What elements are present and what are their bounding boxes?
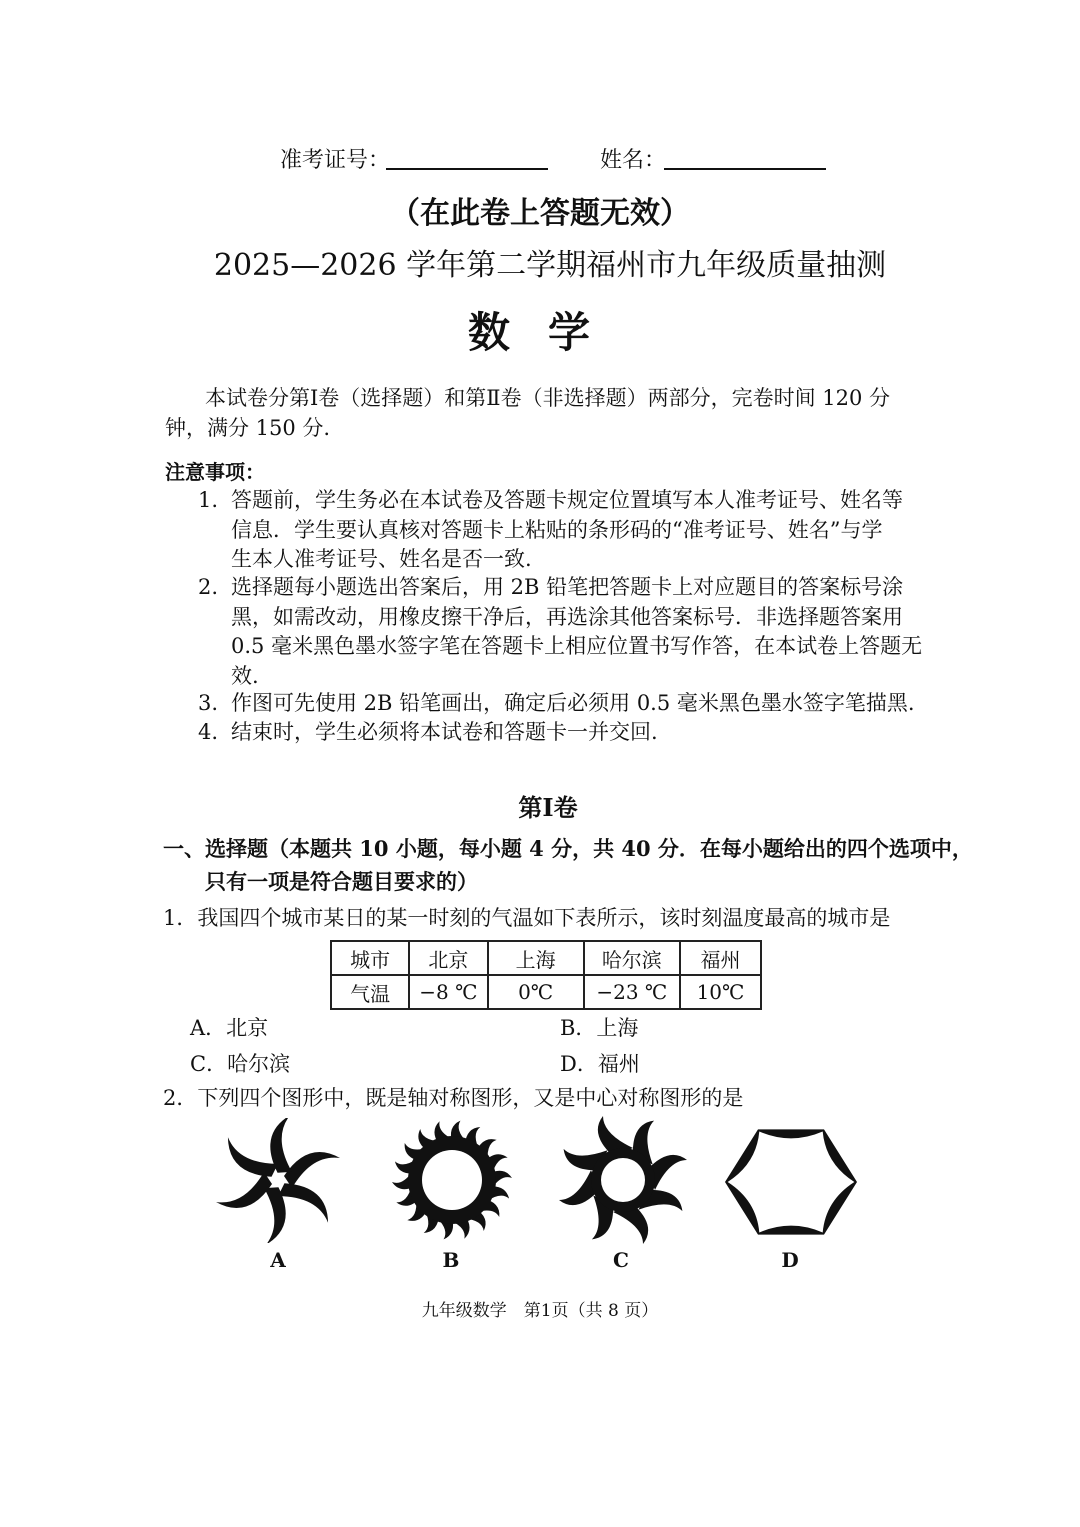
table-cell: 气温 bbox=[331, 975, 409, 1009]
table-cell: 福州 bbox=[680, 941, 761, 975]
hexagon-shape bbox=[725, 1129, 857, 1234]
exam-title: 2025—2026 学年第二学期福州市九年级质量抽测 bbox=[213, 248, 887, 283]
figure-c-bladed-ring bbox=[552, 1115, 694, 1245]
table-cell: 北京 bbox=[409, 941, 487, 975]
notice-item-number: 3. bbox=[198, 691, 219, 715]
pinwheel-blade bbox=[216, 1172, 272, 1208]
ring-hole bbox=[422, 1150, 482, 1210]
name-blank bbox=[664, 166, 826, 170]
q1-option-d: D．福州 bbox=[560, 1052, 640, 1076]
notice-item-3 bbox=[198, 689, 958, 719]
notice-item-1 bbox=[198, 486, 958, 576]
subject-title: 数学 bbox=[467, 308, 628, 357]
notice-line: 作图可先使用 2B 铅笔画出，确定后必须用 0.5 毫米黑色墨水签字笔描黑. bbox=[231, 691, 915, 715]
name-label: 姓名： bbox=[600, 148, 667, 173]
question-1-stem: 1．我国四个城市某日的某一时刻的气温如下表所示，该时刻温度最高的城市是 bbox=[163, 906, 891, 930]
figure-a-pinwheel bbox=[208, 1118, 348, 1243]
ring-hole bbox=[601, 1158, 645, 1202]
notice-item-number: 1. bbox=[198, 488, 219, 512]
figure-label-c: C bbox=[613, 1248, 629, 1272]
section-1-heading-line-2: 只有一项是符合题目要求的） bbox=[205, 869, 478, 894]
notice-item-number: 2. bbox=[198, 575, 219, 599]
q1-option-b: B．上海 bbox=[560, 1016, 639, 1040]
table-cell: −8 ℃ bbox=[409, 975, 487, 1009]
notice-line: 生本人准考证号、姓名是否一致. bbox=[231, 547, 532, 571]
section-1-heading-line-1: 一、选择题（本题共 10 小题，每小题 4 分，共 40 分．在每小题给出的四个选项中， bbox=[163, 836, 973, 861]
notice-line: 0.5 毫米黑色墨水签字笔在答题卡上相应位置书写作答，在本试卷上答题无 bbox=[231, 634, 923, 658]
q1-option-c: C．哈尔滨 bbox=[190, 1052, 291, 1076]
table-cell: 哈尔滨 bbox=[584, 941, 680, 975]
figure-b-toothed-ring bbox=[380, 1115, 525, 1245]
table-row bbox=[331, 941, 761, 975]
notice-line: 答题前，学生务必在本试卷及答题卡规定位置填写本人准考证号、姓名等 bbox=[231, 488, 903, 512]
part-1-title: 第Ⅰ卷 bbox=[518, 793, 578, 822]
pinwheel-blade bbox=[284, 1152, 340, 1188]
table-cell: 上海 bbox=[488, 941, 584, 975]
invalid-answer-note: （在此卷上答题无效） bbox=[390, 196, 690, 231]
table-cell: 城市 bbox=[331, 941, 409, 975]
notice-line: 选择题每小题选出答案后，用 2B 铅笔把答题卡上对应题目的答案标号涂 bbox=[231, 575, 904, 599]
notice-line: 效. bbox=[231, 663, 259, 688]
q1-option-a: A．北京 bbox=[190, 1016, 269, 1040]
notice-heading: 注意事项： bbox=[165, 460, 265, 484]
notice-line: 结束时，学生必须将本试卷和答题卡一并交回. bbox=[231, 720, 658, 744]
figure-d-hexagon bbox=[718, 1118, 864, 1246]
notice-line: 信息．学生要认真核对答题卡上粘贴的条形码的“准考证号、姓名”与学 bbox=[231, 517, 883, 542]
table-cell: −23 ℃ bbox=[584, 975, 680, 1009]
intro-line-1: 本试卷分第Ⅰ卷（选择题）和第Ⅱ卷（非选择题）两部分，完卷时间 120 分 bbox=[205, 386, 890, 410]
figure-label-a: A bbox=[270, 1248, 286, 1272]
table-cell: 10℃ bbox=[680, 975, 761, 1009]
notice-line: 黑，如需改动，用橡皮擦干净后，再选涂其他答案标号．非选择题答案用 bbox=[231, 604, 903, 629]
question-2-stem: 2．下列四个图形中，既是轴对称图形，又是中心对称图形的是 bbox=[163, 1086, 744, 1110]
notice-item-2 bbox=[198, 573, 958, 693]
temperature-table bbox=[330, 940, 762, 1010]
notice-item-4 bbox=[198, 718, 958, 748]
figure-label-b: B bbox=[442, 1248, 460, 1272]
exam-id-blank bbox=[386, 166, 548, 170]
table-row bbox=[331, 975, 761, 1009]
table-cell: 0℃ bbox=[488, 975, 584, 1009]
exam-id-label: 准考证号： bbox=[280, 148, 391, 173]
figure-label-d: D bbox=[781, 1248, 799, 1272]
notice-item-number: 4. bbox=[198, 720, 219, 744]
intro-line-2: 钟，满分 150 分. bbox=[165, 416, 331, 440]
page-footer: 九年级数学 第1页（共 8 页） bbox=[421, 1301, 659, 1321]
